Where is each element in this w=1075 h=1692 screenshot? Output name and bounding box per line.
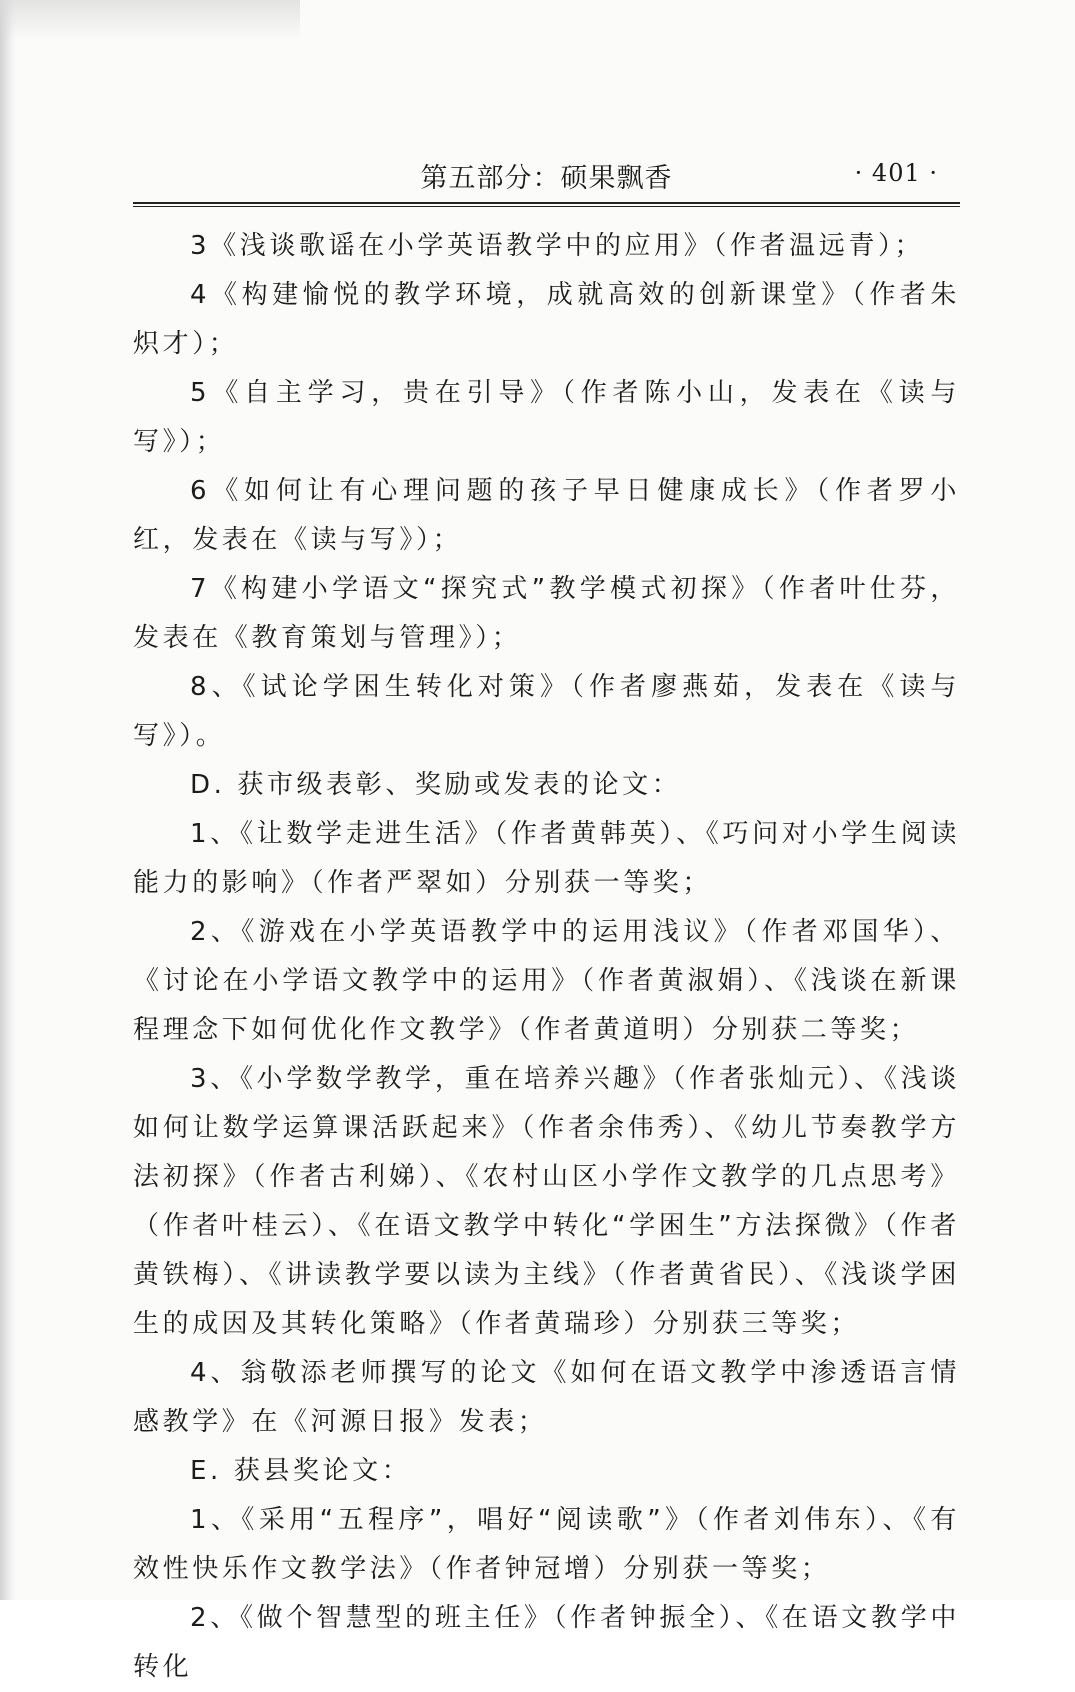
paragraph-d-2: 2、《游戏在小学英语教学中的运用浅议》（作者邓国华）、《讨论在小学语文教学中的运用》（作者黄淑娟）、《浅谈在新课程理念下如何优化作文教学》（作者黄道明）分别获二等奖； (133, 917, 960, 1045)
paragraph-item-7: 7《构建小学语文“探究式”教学模式初探》（作者叶仕芬，发表在《教育策划与管理》）； (133, 574, 960, 653)
body-text (133, 222, 960, 1692)
paragraph-d-4: 4、翁敬添老师撰写的论文《如何在语文教学中渗透语言情感教学》在《河源日报》发表； (133, 1358, 960, 1437)
section-title: 第五部分：硕果飘香 (420, 163, 673, 194)
section-heading-e: E. 获县奖论文： (190, 1456, 412, 1486)
paragraph-item-3: 3《浅谈歌谣在小学英语教学中的应用》（作者温远青）； (190, 231, 925, 261)
paragraph-e-1: 1、《采用“五程序”，唱好“阅读歌”》（作者刘伟东）、《有效性快乐作文教学法》（作者钟冠增）分别获一等奖； (133, 1505, 960, 1584)
paragraph-item-4: 4《构建愉悦的教学环境，成就高效的创新课堂》（作者朱炽才）； (133, 280, 960, 359)
paragraph-d-3: 3、《小学数学教学，重在培养兴趣》（作者张灿元）、《浅谈如何让数学运算课活跃起来》（作者余伟秀）、《幼儿节奏教学方法初探》（作者古利娣）、《农村山区小学作文教学的几点思考》（作者叶桂云）、《在语文教学中转化“学困生”方法探微》（作者黄铁梅）、《讲读教学要以读为主线》（作者黄省民）、《浅谈学困生的成因及其转化策略》（作者黄瑞珍）分别获三等奖； (133, 1064, 960, 1339)
page-binding-shadow (0, 0, 16, 1600)
paragraph-d-1: 1、《让数学走进生活》（作者黄韩英）、《巧问对小学生阅读能力的影响》（作者严翠如）分别获一等奖； (133, 819, 960, 898)
running-header (133, 150, 960, 200)
section-heading-d: D. 获市级表彰、奖励或发表的论文： (190, 770, 682, 800)
page-number: · 401 · (854, 159, 938, 187)
paragraph-item-5: 5《自主学习，贵在引导》（作者陈小山，发表在《读与写》）； (133, 378, 960, 457)
paragraph-item-6: 6《如何让有心理问题的孩子早日健康成长》（作者罗小红，发表在《读与写》）； (133, 476, 960, 555)
paragraph-e-2: 2、《做个智慧型的班主任》（作者钟振全）、《在语文教学中转化 (133, 1603, 960, 1682)
paragraph-item-8: 8、《试论学困生转化对策》（作者廖燕茹，发表在《读与写》）。 (133, 672, 960, 751)
scan-smudge (0, 0, 300, 40)
header-double-rule (133, 202, 960, 207)
